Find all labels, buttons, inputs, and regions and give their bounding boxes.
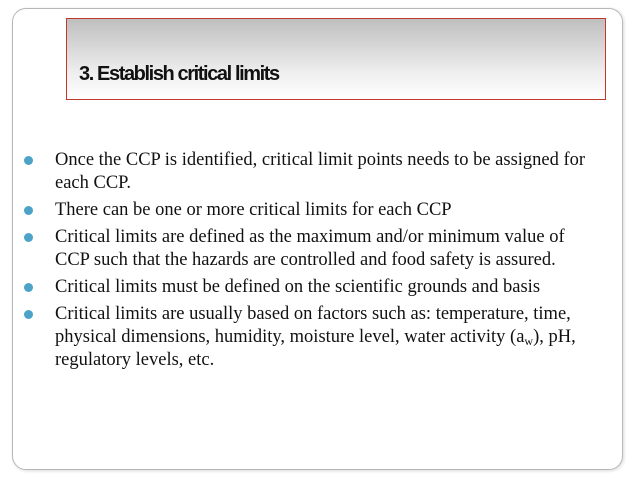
bullet-text: Once the CCP is identified, critical limit points needs to be assigned for each CCP. [55, 150, 586, 193]
bullet-list [22, 149, 602, 376]
bullet-text: There can be one or more critical limits for each CCP [55, 200, 452, 220]
bullet-dot-icon [24, 283, 33, 292]
bullet-dot-icon [24, 206, 33, 215]
list-item [22, 199, 602, 222]
list-item [22, 226, 602, 272]
title-banner [66, 18, 606, 100]
bullet-text-before: Critical limits are usually based on factors such as: temperature, time, physical dimensions, humidity, moisture level, water activity (a [55, 304, 571, 347]
slide-title: 3. Establish critical limits [79, 63, 279, 85]
bullet-text: Critical limits are defined as the maximum and/or minimum value of CCP such that the hazards are controlled and food safety is assured. [55, 227, 565, 270]
bullet-text: Critical limits must be defined on the scientific grounds and basis [55, 277, 541, 297]
subscript-w: w [524, 334, 534, 348]
bullet-dot-icon [24, 233, 33, 242]
bullet-dot-icon [24, 156, 33, 165]
list-item [22, 276, 602, 299]
bullet-dot-icon [24, 310, 33, 319]
list-item [22, 149, 602, 195]
list-item [22, 303, 602, 372]
bullet-text-after: ), pH, regulatory levels, etc. [55, 327, 576, 370]
